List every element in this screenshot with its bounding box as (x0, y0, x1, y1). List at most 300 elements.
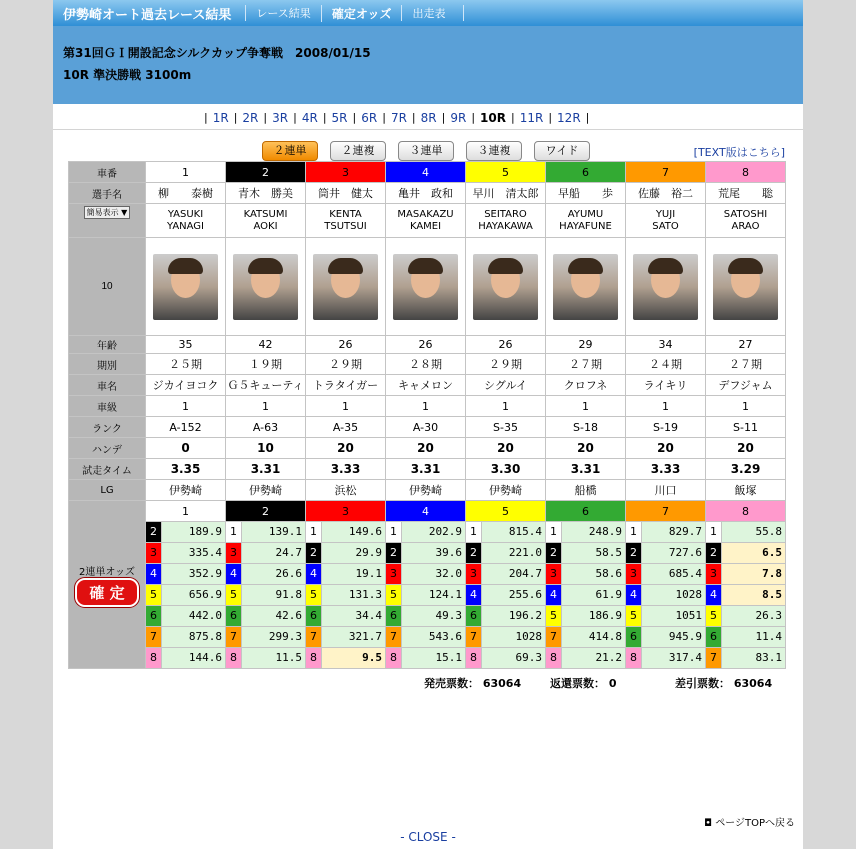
odds-second-car: 1 (386, 522, 402, 542)
odds-value: 1028 (482, 627, 545, 647)
odds-value: 49.3 (402, 606, 465, 626)
trial-4: 3.31 (386, 459, 466, 480)
romaji-first: YUJI (655, 208, 676, 220)
rank-7: S-19 (626, 417, 706, 438)
odds-cell (626, 543, 706, 564)
race-nav-separator: | (233, 111, 238, 124)
hande-8: 20 (706, 438, 786, 459)
hande-1: 0 (146, 438, 226, 459)
odds-value: 42.6 (242, 606, 305, 626)
rider-photo-cell-5 (466, 238, 546, 336)
term-2: １９期 (226, 354, 306, 375)
page-top-link[interactable] (704, 814, 795, 829)
odds-cell (706, 522, 786, 543)
arrow-up-icon: ◘ (704, 818, 716, 829)
odds-cell (146, 585, 226, 606)
race-nav-separator: | (511, 111, 515, 124)
odds-second-car: 4 (546, 585, 562, 605)
rider-name-2: 青木 勝美 (226, 183, 306, 204)
car-no-6: 6 (546, 162, 626, 183)
odds-cell (306, 543, 386, 564)
age-2: 42 (226, 336, 306, 354)
term-5: ２９期 (466, 354, 546, 375)
odds-value: 19.1 (322, 564, 385, 584)
odds-cell (706, 564, 786, 585)
trial-8: 3.29 (706, 459, 786, 480)
car-no-3: 3 (306, 162, 386, 183)
odds-second-car: 2 (626, 543, 642, 563)
odds-second-car: 7 (386, 627, 402, 647)
romaji-first: MASAKAZU (397, 208, 454, 220)
label-term: 期別 (69, 354, 146, 375)
race-link-3[interactable]: 3R (272, 110, 289, 125)
romaji-last: KAMEI (409, 220, 442, 232)
odds-value: 24.7 (242, 543, 305, 563)
romaji-first: KATSUMI (243, 208, 288, 220)
odds-cell (386, 543, 466, 564)
nav-confirmed-odds[interactable]: 確定オッズ (321, 5, 402, 22)
class-7: 1 (626, 396, 706, 417)
race-link-7[interactable]: 7R (390, 110, 407, 125)
odds-second-car: 5 (146, 585, 162, 605)
lg-2: 伊勢崎 (226, 480, 306, 501)
odds-second-car: 6 (306, 606, 322, 626)
odds-value: 39.6 (402, 543, 465, 563)
odds-value: 149.6 (322, 522, 385, 542)
romaji-first: AYUMU (567, 208, 604, 220)
odds-value: 829.7 (642, 522, 705, 542)
display-mode-select[interactable] (84, 206, 131, 219)
trial-1: 3.35 (146, 459, 226, 480)
odds-cell (626, 627, 706, 648)
age-4: 26 (386, 336, 466, 354)
odds-second-car: 8 (546, 648, 562, 668)
odds-value: 55.8 (722, 522, 785, 542)
rider-photo (393, 254, 458, 320)
rank-8: S-11 (706, 417, 786, 438)
odds-head-5: 5 (466, 501, 546, 522)
odds-value: 543.6 (402, 627, 465, 647)
lg-5: 伊勢崎 (466, 480, 546, 501)
odds-value: 221.0 (482, 543, 545, 563)
odds-value: 7.8 (722, 564, 785, 584)
odds-value: 299.3 (242, 627, 305, 647)
odds-second-car: 8 (306, 648, 322, 668)
race-link-6[interactable]: 6R (361, 110, 378, 125)
odds-cell (706, 606, 786, 627)
odds-cell (466, 585, 546, 606)
odds-cell (386, 564, 466, 585)
hande-4: 20 (386, 438, 466, 459)
romaji-first: YASUKI (167, 208, 204, 220)
label-lg: LG (69, 480, 146, 501)
odds-value: 727.6 (642, 543, 705, 563)
car-no-7: 7 (626, 162, 706, 183)
odds-second-car: 4 (306, 564, 322, 584)
odds-cell (466, 648, 546, 669)
trial-6: 3.31 (546, 459, 626, 480)
odds-second-car: 2 (386, 543, 402, 563)
car-1: ジカイヨコク (146, 375, 226, 396)
rider-photo (713, 254, 778, 320)
odds-value: 335.4 (162, 543, 225, 563)
odds-value: 61.9 (562, 585, 625, 605)
odds-second-car: 5 (546, 606, 562, 626)
odds-head-6: 6 (546, 501, 626, 522)
romaji-last: SATO (652, 220, 679, 232)
race-nav-separator: | (293, 111, 297, 124)
race-link-4[interactable]: 4R (301, 110, 318, 125)
odds-second-car: 5 (706, 606, 722, 626)
tab-wide[interactable]: ワイド (534, 141, 590, 161)
odds-value: 26.3 (722, 606, 785, 626)
odds-second-car: 3 (466, 564, 482, 584)
hande-3: 20 (306, 438, 386, 459)
class-2: 1 (226, 396, 306, 417)
odds-second-car: 6 (706, 627, 722, 647)
odds-value: 656.9 (162, 585, 225, 605)
odds-cell (466, 606, 546, 627)
odds-cell (386, 627, 466, 648)
odds-value: 58.6 (562, 564, 625, 584)
odds-second-car: 5 (626, 606, 642, 626)
race-nav-separator: | (585, 111, 590, 124)
odds-second-car: 5 (306, 585, 322, 605)
odds-cell (546, 648, 626, 669)
odds-second-car: 8 (146, 648, 162, 668)
text-version-link[interactable]: [TEXT版はこちら] (693, 146, 785, 159)
odds-value: 352.9 (162, 564, 225, 584)
car-no-1: 1 (146, 162, 226, 183)
returned-count: 返還票数： 0 (550, 677, 617, 690)
lg-8: 飯塚 (706, 480, 786, 501)
car-4: キャメロン (386, 375, 466, 396)
odds-second-car: 6 (386, 606, 402, 626)
odds-second-car: 4 (706, 585, 722, 605)
romaji-first: KENTA (329, 208, 362, 220)
odds-second-car: 3 (706, 564, 722, 584)
car-3: トラタイガー (306, 375, 386, 396)
car-no-4: 4 (386, 162, 466, 183)
age-1: 35 (146, 336, 226, 354)
rider-romaji-6 (546, 204, 626, 238)
rider-name-5: 早川 清太郎 (466, 183, 546, 204)
rank-3: A-35 (306, 417, 386, 438)
rider-romaji-3 (306, 204, 386, 238)
odds-second-car: 6 (146, 606, 162, 626)
odds-cell (546, 543, 626, 564)
race-nav-separator: | (322, 111, 327, 124)
net-count: 差引票数： 63064 (675, 677, 773, 690)
trial-2: 3.31 (226, 459, 306, 480)
race-nav (53, 106, 803, 130)
odds-cell (306, 522, 386, 543)
race-link-5[interactable]: 5R (331, 110, 348, 125)
race-title: 第31回ＧＩ開設記念シルクカップ争奪戦 2008/01/15 (63, 46, 371, 60)
odds-value: 189.9 (162, 522, 225, 542)
race-number-display: 10 (69, 238, 146, 336)
label-age: 年齢 (69, 336, 146, 354)
odds-cell (146, 627, 226, 648)
odds-value: 204.7 (482, 564, 545, 584)
rider-romaji-8 (706, 204, 786, 238)
label-rank: ランク (69, 417, 146, 438)
odds-cell (466, 543, 546, 564)
sold-count: 発売票数： 63064 (424, 677, 522, 690)
odds-second-car: 2 (466, 543, 482, 563)
trial-5: 3.30 (466, 459, 546, 480)
race-nav-separator: | (548, 111, 553, 124)
car-no-2: 2 (226, 162, 306, 183)
race-link-8[interactable]: 8R (420, 110, 437, 125)
odds-cell (626, 606, 706, 627)
odds-second-car: 5 (226, 585, 242, 605)
odds-cell (706, 648, 786, 669)
odds-value: 69.3 (482, 648, 545, 668)
odds-second-car: 1 (306, 522, 322, 542)
odds-cell (546, 627, 626, 648)
odds-value: 34.4 (322, 606, 385, 626)
class-4: 1 (386, 396, 466, 417)
label-car-class: 車級 (69, 396, 146, 417)
confirmed-badge: 確 定 (75, 578, 138, 607)
romaji-last: AOKI (253, 220, 278, 232)
race-nav-separator: | (441, 111, 446, 124)
race-link-12[interactable]: 12R (557, 110, 581, 125)
odds-cell (466, 522, 546, 543)
odds-cell (706, 585, 786, 606)
odds-second-car: 2 (546, 543, 562, 563)
odds-value: 124.1 (402, 585, 465, 605)
odds-second-car: 1 (626, 522, 642, 542)
odds-value: 144.6 (162, 648, 225, 668)
class-8: 1 (706, 396, 786, 417)
odds-value: 815.4 (482, 522, 545, 542)
odds-head-8: 8 (706, 501, 786, 522)
odds-second-car: 8 (626, 648, 642, 668)
odds-value: 202.9 (402, 522, 465, 542)
odds-cell (146, 543, 226, 564)
odds-cell (146, 522, 226, 543)
odds-second-car: 7 (226, 627, 242, 647)
rider-name-1: 柳 泰樹 (146, 183, 226, 204)
age-5: 26 (466, 336, 546, 354)
age-3: 26 (306, 336, 386, 354)
rider-photo (473, 254, 538, 320)
odds-cell (546, 564, 626, 585)
odds-value: 83.1 (722, 648, 785, 668)
car-5: シグルイ (466, 375, 546, 396)
odds-second-car: 7 (466, 627, 482, 647)
race-link-9[interactable]: 9R (450, 110, 467, 125)
car-6: クロフネ (546, 375, 626, 396)
rank-2: A-63 (226, 417, 306, 438)
nav-entry-list[interactable]: 出走表 (401, 5, 464, 21)
trial-7: 3.33 (626, 459, 706, 480)
tab-trifecta[interactable]: ３連単 (398, 141, 454, 161)
odds-cell (306, 627, 386, 648)
odds-second-car: 3 (626, 564, 642, 584)
odds-second-car: 8 (466, 648, 482, 668)
rider-photo (233, 254, 298, 320)
romaji-last: YANAGI (166, 220, 205, 232)
odds-second-car: 3 (546, 564, 562, 584)
odds-value: 1028 (642, 585, 705, 605)
age-6: 29 (546, 336, 626, 354)
race-link-10[interactable]: 10R (480, 110, 506, 125)
rider-photo (313, 254, 378, 320)
odds-second-car: 1 (706, 522, 722, 542)
odds-value: 186.9 (562, 606, 625, 626)
odds-second-car: 4 (466, 585, 482, 605)
class-3: 1 (306, 396, 386, 417)
class-6: 1 (546, 396, 626, 417)
odds-cell (706, 543, 786, 564)
term-4: ２８期 (386, 354, 466, 375)
odds-value: 317.4 (642, 648, 705, 668)
term-8: ２７期 (706, 354, 786, 375)
odds-cell (386, 585, 466, 606)
rider-name-4: 亀井 政和 (386, 183, 466, 204)
odds-value: 442.0 (162, 606, 225, 626)
page-top-label: ページTOPへ戻る (715, 818, 795, 829)
odds-second-car: 2 (146, 522, 162, 542)
odds-cell (706, 627, 786, 648)
odds-value: 8.5 (722, 585, 785, 605)
odds-second-car: 4 (226, 564, 242, 584)
odds-second-car: 1 (546, 522, 562, 542)
odds-cell (386, 648, 466, 669)
tab-quinella[interactable]: ２連複 (330, 141, 386, 161)
odds-cell (306, 606, 386, 627)
odds-second-car: 1 (466, 522, 482, 542)
odds-value: 29.9 (322, 543, 385, 563)
odds-cell (546, 522, 626, 543)
race-nav-separator: | (382, 111, 386, 124)
lg-1: 伊勢崎 (146, 480, 226, 501)
odds-value: 11.4 (722, 627, 785, 647)
nav-race-results[interactable]: レース結果 (245, 5, 320, 21)
race-nav-separator: | (471, 111, 476, 124)
odds-cell (306, 648, 386, 669)
odds-value: 32.0 (402, 564, 465, 584)
race-link-2[interactable]: 2R (242, 110, 259, 125)
romaji-last: HAYAKAWA (478, 220, 533, 232)
odds-value: 6.5 (722, 543, 785, 563)
rider-photo-cell-2 (226, 238, 306, 336)
odds-second-car: 2 (306, 543, 322, 563)
class-5: 1 (466, 396, 546, 417)
rider-name-3: 筒井 健太 (306, 183, 386, 204)
odds-value: 91.8 (242, 585, 305, 605)
rider-name-8: 荒尾 聡 (706, 183, 786, 204)
rider-romaji-4 (386, 204, 466, 238)
label-rider: 選手名 (69, 183, 146, 204)
odds-cell (226, 627, 306, 648)
tab-trio[interactable]: ３連複 (466, 141, 522, 161)
rider-photo (633, 254, 698, 320)
rank-6: S-18 (546, 417, 626, 438)
dropdown-arrow-icon: ▼ (118, 208, 128, 217)
odds-value: 131.3 (322, 585, 385, 605)
romaji-first: SEITARO (484, 208, 527, 220)
odds-value: 945.9 (642, 627, 705, 647)
odds-cell (226, 648, 306, 669)
label-car-name: 車名 (69, 375, 146, 396)
odds-value: 21.2 (562, 648, 625, 668)
odds-head-7: 7 (626, 501, 706, 522)
page (53, 0, 803, 849)
tab-exacta[interactable]: ２連単 (262, 141, 318, 161)
odds-cell (226, 564, 306, 585)
odds-value: 255.6 (482, 585, 545, 605)
odds-value: 139.1 (242, 522, 305, 542)
romaji-last: HAYAFUNE (559, 220, 612, 232)
odds-cell (146, 648, 226, 669)
race-link-11[interactable]: 11R (519, 110, 544, 125)
odds-head-2: 2 (226, 501, 306, 522)
odds-second-car: 8 (226, 648, 242, 668)
rider-photo-cell-4 (386, 238, 466, 336)
race-info: 10R 準決勝戦 3100m (63, 68, 192, 82)
race-header (53, 26, 803, 104)
rider-romaji-5 (466, 204, 546, 238)
rider-photo-cell-3 (306, 238, 386, 336)
term-6: ２７期 (546, 354, 626, 375)
odds-value: 248.9 (562, 522, 625, 542)
race-link-1[interactable]: 1R (212, 110, 229, 125)
rider-photo-cell-8 (706, 238, 786, 336)
odds-value: 685.4 (642, 564, 705, 584)
odds-value: 321.7 (322, 627, 385, 647)
romaji-first: SATOSHI (723, 208, 768, 220)
odds-second-car: 6 (226, 606, 242, 626)
odds-second-car: 8 (386, 648, 402, 668)
odds-value: 26.6 (242, 564, 305, 584)
odds-second-car: 7 (306, 627, 322, 647)
odds-second-car: 6 (466, 606, 482, 626)
odds-cell (226, 606, 306, 627)
odds-value: 1051 (642, 606, 705, 626)
hande-5: 20 (466, 438, 546, 459)
hande-7: 20 (626, 438, 706, 459)
odds-value: 414.8 (562, 627, 625, 647)
rider-romaji-7 (626, 204, 706, 238)
race-nav-separator: | (411, 111, 416, 124)
odds-cell (306, 585, 386, 606)
odds-cell (626, 564, 706, 585)
odds-cell (386, 606, 466, 627)
odds-second-car: 4 (626, 585, 642, 605)
close-link[interactable]: - CLOSE - (400, 830, 456, 844)
rank-1: A-152 (146, 417, 226, 438)
odds-cell (226, 585, 306, 606)
odds-cell (626, 648, 706, 669)
odds-value: 58.5 (562, 543, 625, 563)
odds-cell (226, 543, 306, 564)
rider-photo-cell-6 (546, 238, 626, 336)
term-3: ２９期 (306, 354, 386, 375)
odds-second-car: 5 (386, 585, 402, 605)
odds-value: 196.2 (482, 606, 545, 626)
term-1: ２５期 (146, 354, 226, 375)
odds-cell (626, 522, 706, 543)
romaji-last: TSUTSUI (324, 220, 367, 232)
odds-value: 875.8 (162, 627, 225, 647)
odds-cell (546, 606, 626, 627)
rider-name-6: 早船 歩 (546, 183, 626, 204)
rider-romaji-2 (226, 204, 306, 238)
